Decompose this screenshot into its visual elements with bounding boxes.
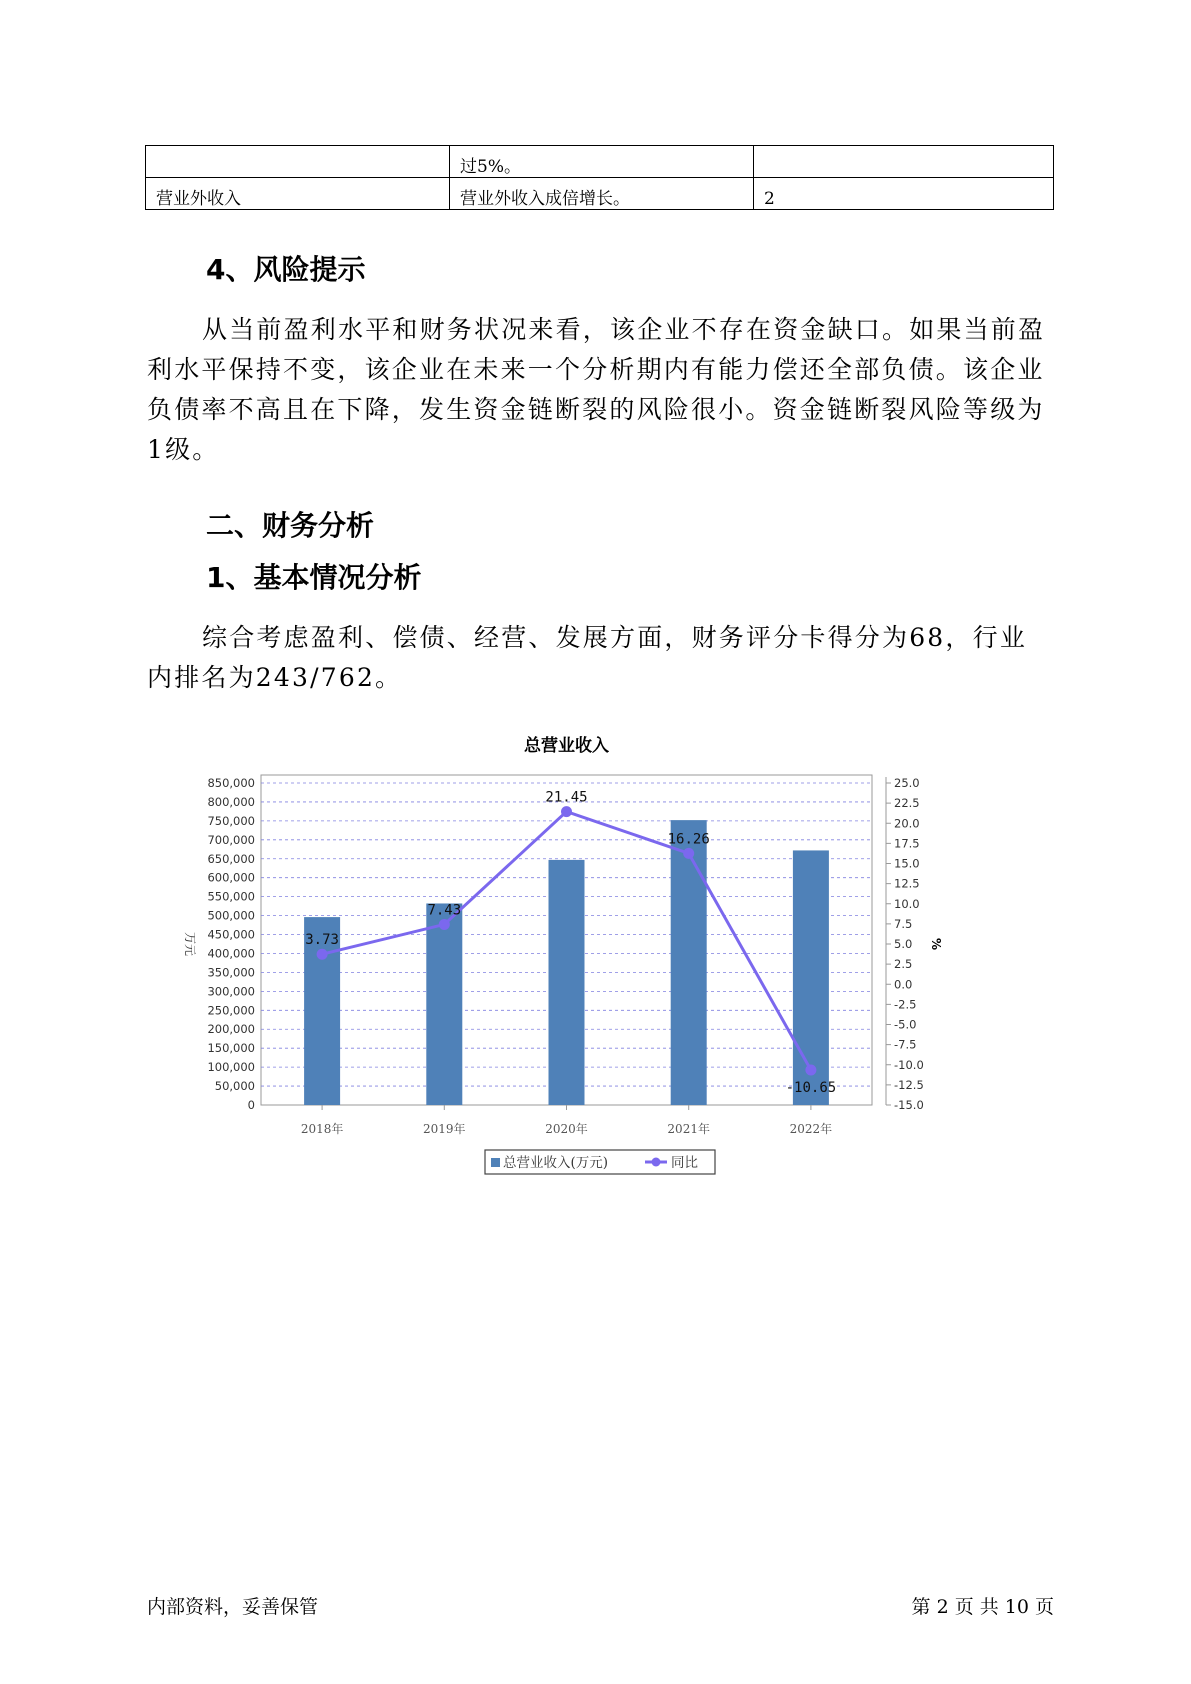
table-row bbox=[146, 146, 1054, 178]
y2-tick-label: -2.5 bbox=[894, 997, 917, 1012]
y2-tick-label: 12.5 bbox=[894, 876, 920, 891]
y2-tick-label: -7.5 bbox=[894, 1037, 917, 1052]
yoy-point bbox=[561, 806, 572, 817]
y-tick-label: 100,000 bbox=[207, 1060, 255, 1075]
yoy-data-label: 16.26 bbox=[667, 831, 710, 848]
y2-tick-label: -5.0 bbox=[894, 1017, 917, 1032]
y-axis-label: 万元 bbox=[183, 931, 197, 957]
yoy-point bbox=[683, 848, 694, 859]
basic-analysis-heading: 1、基本情况分析 bbox=[206, 561, 422, 594]
y2-tick-label: 7.5 bbox=[894, 916, 913, 931]
x-tick-label: 2018年 bbox=[300, 1122, 344, 1136]
finance-heading: 二、财务分析 bbox=[206, 509, 375, 542]
y2-tick-label: 2.5 bbox=[894, 957, 913, 972]
y-tick-label: 650,000 bbox=[207, 851, 255, 866]
y2-tick-label: 5.0 bbox=[894, 937, 913, 951]
y2-tick-label: 20.0 bbox=[894, 816, 920, 831]
table-cell: 过5%。 bbox=[450, 146, 754, 178]
y-tick-label: 800,000 bbox=[207, 794, 255, 809]
table-cell: 2 bbox=[754, 178, 1054, 210]
y2-tick-label: 17.5 bbox=[894, 836, 920, 851]
y2-tick-label: 25.0 bbox=[894, 776, 920, 790]
table-cell: 营业外收入成倍增长。 bbox=[450, 178, 754, 210]
y2-tick-label: -12.5 bbox=[894, 1077, 924, 1092]
indicator-table bbox=[145, 145, 1054, 210]
table-row bbox=[146, 178, 1054, 210]
y2-tick-label: 22.5 bbox=[894, 796, 920, 811]
y2-tick-label: 15.0 bbox=[894, 856, 920, 871]
x-tick-label: 2021年 bbox=[667, 1122, 710, 1136]
bar bbox=[549, 860, 585, 1105]
x-tick-label: 2022年 bbox=[789, 1122, 833, 1136]
footer-confidential: 内部资料，妥善保管 bbox=[147, 1596, 319, 1618]
y2-tick-label: 0.0 bbox=[894, 977, 913, 992]
y-tick-label: 50,000 bbox=[214, 1079, 255, 1094]
legend-bar-label: 总营业收入(万元) bbox=[503, 1155, 609, 1171]
y2-tick-label: 10.0 bbox=[894, 896, 920, 911]
yoy-data-label: 7.43 bbox=[427, 902, 462, 919]
yoy-data-label: 21.45 bbox=[545, 789, 588, 806]
x-tick-label: 2020年 bbox=[545, 1122, 588, 1136]
y2-axis-label: % bbox=[929, 937, 943, 951]
yoy-data-label: -10.65 bbox=[785, 1079, 837, 1096]
y-tick-label: 250,000 bbox=[207, 1003, 255, 1018]
legend-bar-swatch bbox=[491, 1158, 500, 1167]
bar bbox=[426, 903, 462, 1105]
y-tick-label: 750,000 bbox=[207, 813, 255, 828]
y-tick-label: 200,000 bbox=[207, 1022, 255, 1037]
footer-page-number: 第 2 页 共 10 页 bbox=[911, 1596, 1054, 1618]
table-cell bbox=[754, 146, 1054, 178]
risk-paragraph: 从当前盈利水平和财务状况来看，该企业不存在资金缺口。如果当前盈利水平保持不变，该企业在未来一个分析期内有能力偿还全部负债。该企业负债率不高且在下降，发生资金链断裂的风险很小。资金链断裂风险等级为1级。 bbox=[147, 315, 1046, 464]
y-tick-label: 150,000 bbox=[207, 1041, 255, 1056]
y-tick-label: 400,000 bbox=[207, 946, 255, 961]
y-tick-label: 350,000 bbox=[207, 965, 255, 980]
yoy-data-label: 3.73 bbox=[305, 932, 339, 949]
chart-svg bbox=[170, 725, 1030, 1185]
y-tick-label: 300,000 bbox=[207, 984, 255, 999]
y-tick-label: 0 bbox=[247, 1098, 255, 1112]
basic-analysis-paragraph: 综合考虑盈利、偿债、经营、发展方面，财务评分卡得分为68，行业内排名为243/762。 bbox=[147, 623, 1028, 692]
y2-tick-label: -15.0 bbox=[894, 1098, 924, 1112]
revenue-chart bbox=[170, 725, 1030, 1185]
y-tick-label: 600,000 bbox=[207, 870, 255, 885]
legend-line-label: 同比 bbox=[671, 1155, 698, 1171]
y-tick-label: 450,000 bbox=[207, 927, 255, 942]
yoy-point bbox=[439, 919, 450, 930]
yoy-point bbox=[805, 1064, 816, 1075]
y-tick-label: 500,000 bbox=[207, 908, 255, 923]
legend-line-marker bbox=[652, 1158, 661, 1167]
y-tick-label: 700,000 bbox=[207, 832, 255, 847]
risk-heading: 4、风险提示 bbox=[206, 253, 366, 286]
y-tick-label: 850,000 bbox=[207, 776, 255, 790]
table-cell bbox=[146, 146, 450, 178]
bar bbox=[671, 820, 707, 1105]
yoy-point bbox=[317, 949, 328, 960]
y2-tick-label: -10.0 bbox=[894, 1057, 924, 1072]
chart-title: 总营业收入 bbox=[524, 736, 609, 756]
x-tick-label: 2019年 bbox=[423, 1122, 466, 1136]
y-tick-label: 550,000 bbox=[207, 889, 255, 904]
table-cell: 营业外收入 bbox=[146, 178, 450, 210]
